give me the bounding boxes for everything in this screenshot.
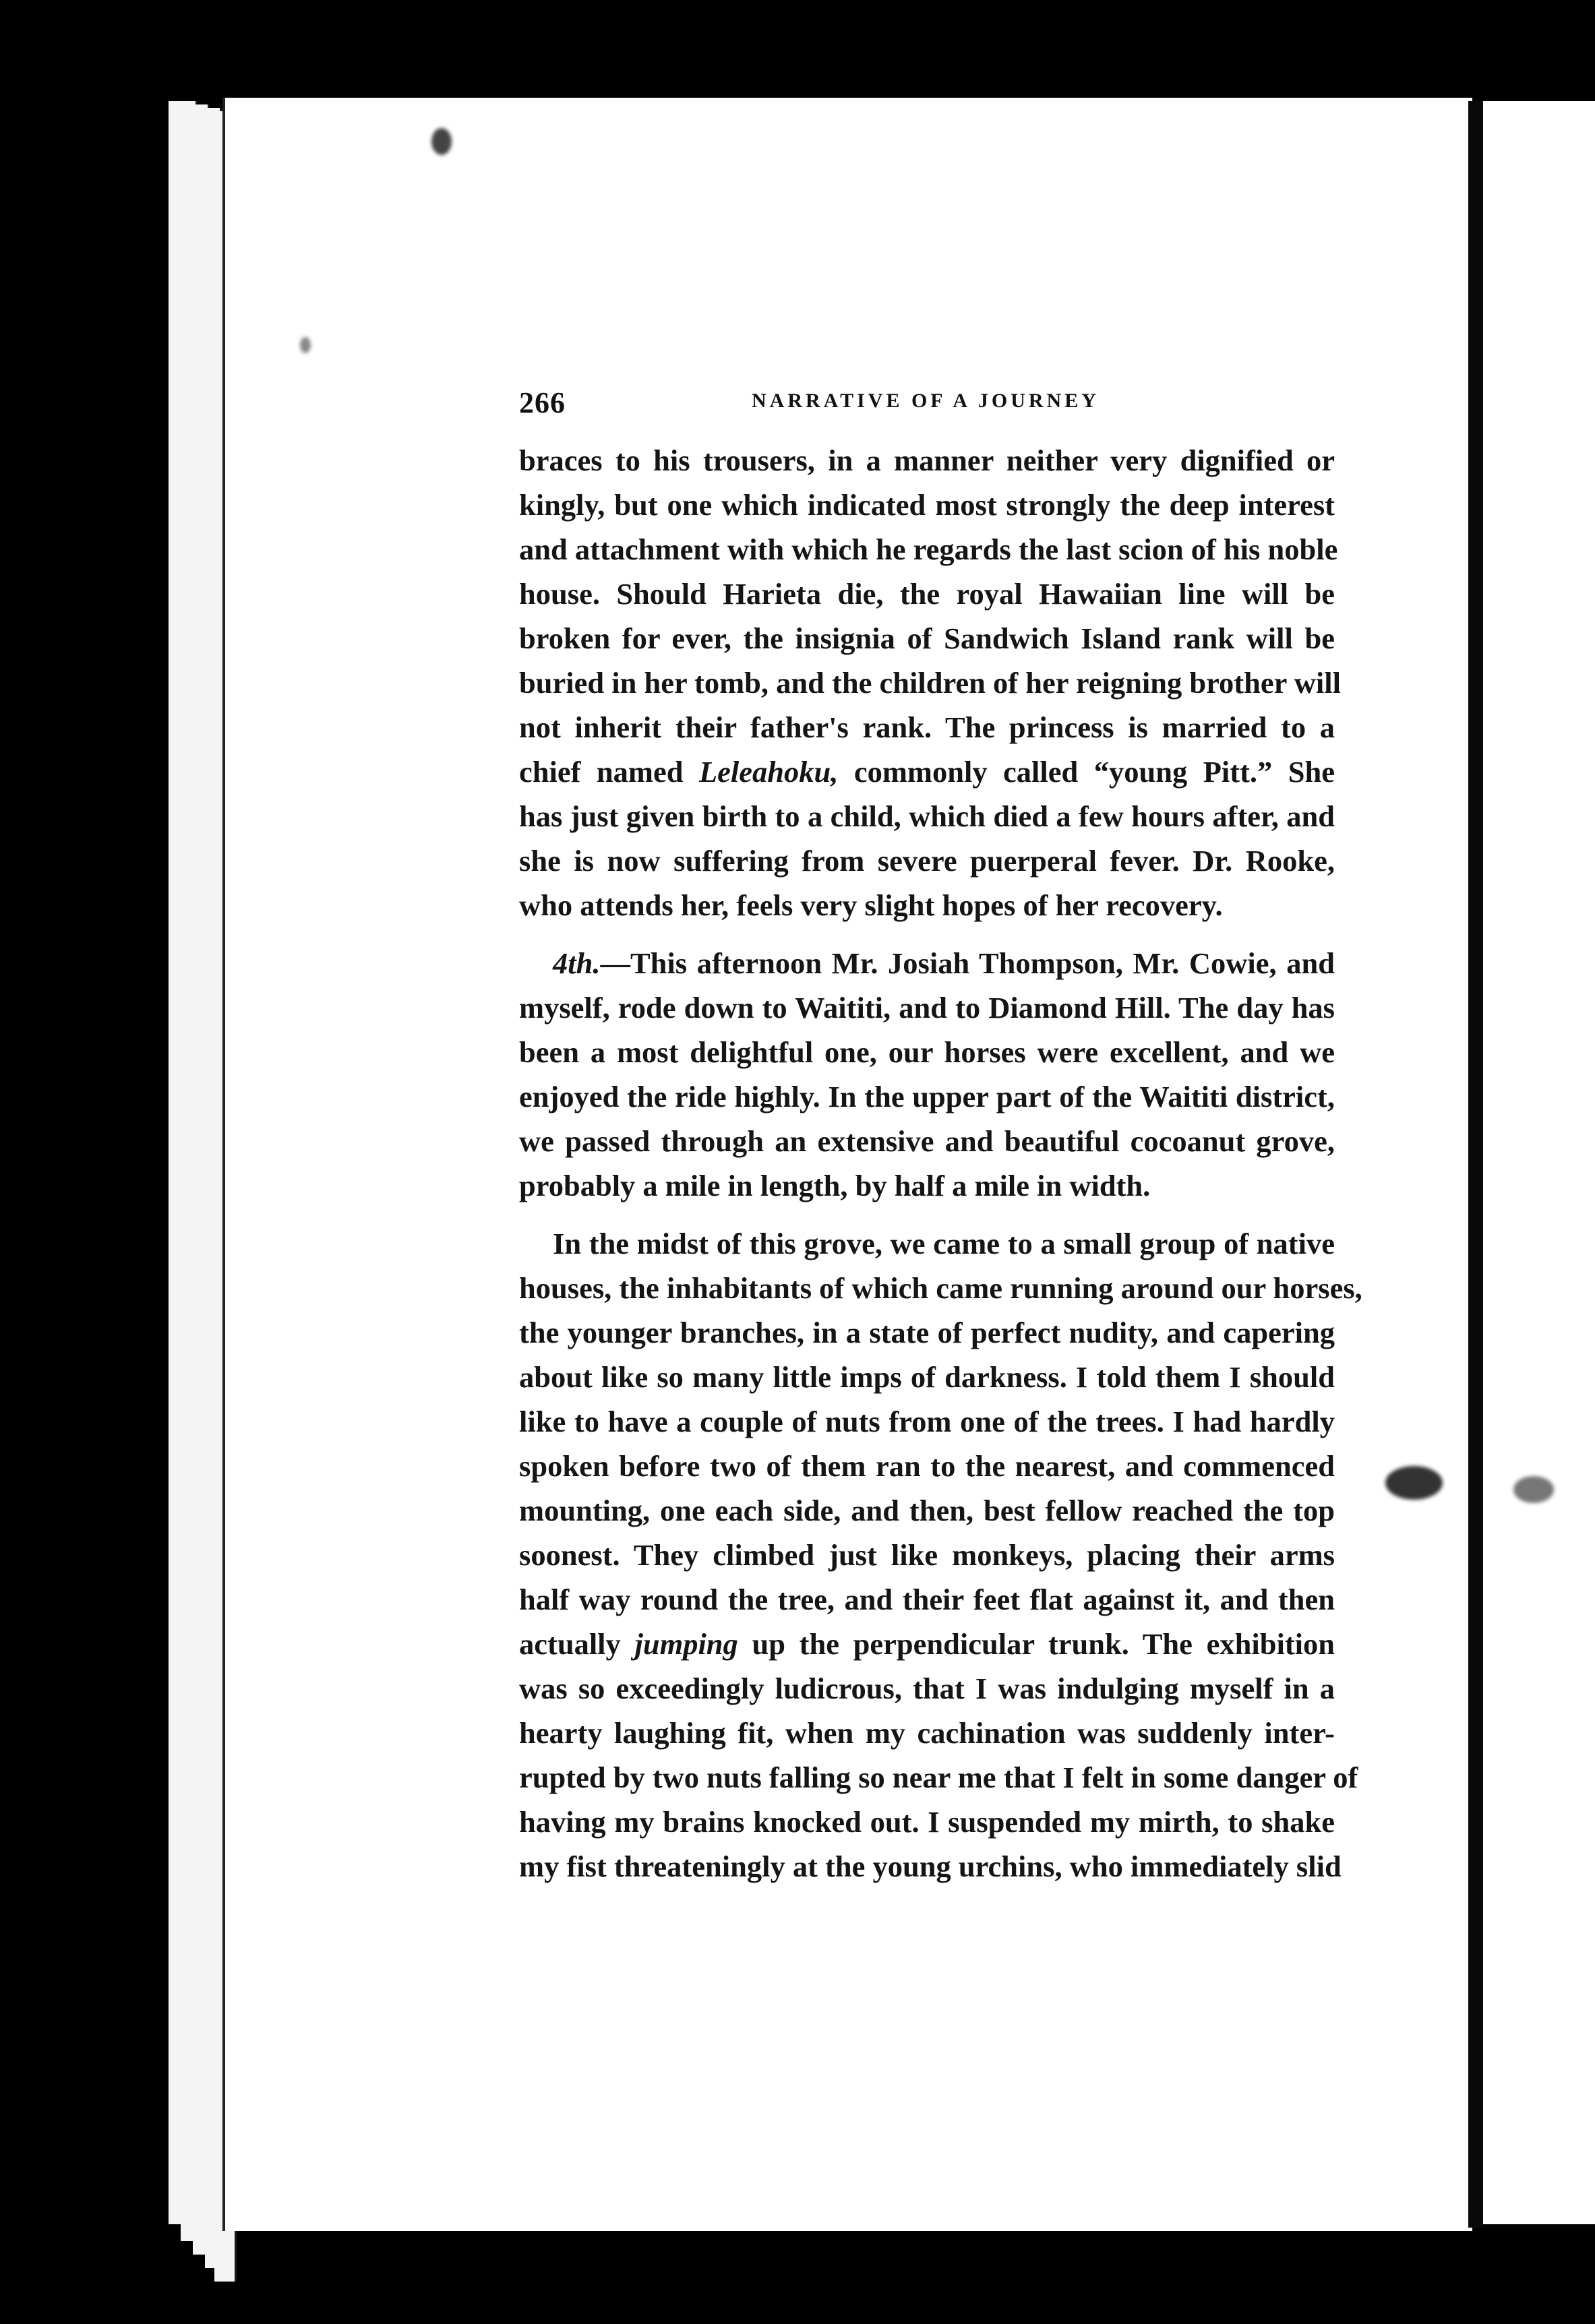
text-segment: up the perpendicular trunk. The exhibition <box>738 1627 1335 1661</box>
text-line: rupted by two nuts falling so near me that I felt in some danger of <box>519 1761 1358 1794</box>
text-line: spoken before two of them ran to the nearest, and commenced <box>519 1449 1335 1483</box>
text-segment: jumping <box>634 1627 738 1661</box>
text-line: hearty laughing fit, when my cachination was suddenly inter- <box>519 1716 1335 1750</box>
text-line: soonest. They climbed just like monkeys, placing their arms <box>519 1538 1335 1572</box>
text-segment: chief named <box>519 755 699 789</box>
text-line: the younger branches, in a state of perfect nudity, and capering <box>519 1316 1335 1349</box>
text-line: In the midst of this grove, we came to a small group of native <box>553 1227 1335 1260</box>
ink-blot <box>1513 1476 1554 1503</box>
text-segment: —This afternoon Mr. Josiah Thompson, Mr. Cowie, and <box>600 946 1335 980</box>
text-line: probably a mile in length, by half a mile in width. <box>519 1169 1151 1202</box>
text-line: braces to his trousers, in a manner neither very dignified or <box>519 444 1335 477</box>
text-segment: commonly called “young Pitt.” She <box>838 755 1335 789</box>
page-header <box>519 386 1335 419</box>
text-line: who attends her, feels very slight hopes of her recovery. <box>519 888 1223 922</box>
text-line: was so exceedingly ludicrous, that I was indulging myself in a <box>519 1672 1335 1705</box>
text-line: kingly, but one which indicated most strongly the deep interest <box>519 488 1335 522</box>
text-line: having my brains knocked out. I suspended my mirth, to shake <box>519 1805 1335 1839</box>
text-segment: 4th. <box>553 946 601 980</box>
ink-blot <box>1385 1466 1443 1500</box>
text-line <box>519 750 1335 794</box>
text-line <box>519 1622 1335 1666</box>
text-line: she is now suffering from severe puerperal fever. Dr. Rooke, <box>519 844 1335 878</box>
text-line: has just given birth to a child, which died a few hours after, and <box>519 799 1335 833</box>
text-line: myself, rode down to Waititi, and to Diamond Hill. The day has <box>519 991 1335 1025</box>
text-line: enjoyed the ride highly. In the upper part of the Waititi district, <box>519 1080 1335 1113</box>
paragraph <box>519 941 1335 1208</box>
ink-blot <box>431 128 452 155</box>
text-line: and attachment with which he regards the last scion of his noble <box>519 532 1338 566</box>
facing-page-strip <box>1483 101 1595 2224</box>
text-line: broken for ever, the insignia of Sandwich Island rank will be <box>519 621 1335 655</box>
text-line: about like so many little imps of darkness. I told them I should <box>519 1360 1335 1394</box>
text-segment: Leleahoku, <box>698 755 839 789</box>
text-segment: actually <box>519 1627 635 1661</box>
text-line: house. Should Harieta die, the royal Hawaiian line will be <box>519 577 1335 611</box>
ink-blot <box>300 337 311 353</box>
body-text <box>519 438 1362 1889</box>
running-head: NARRATIVE OF A JOURNEY <box>752 390 1100 412</box>
text-line: mounting, one each side, and then, best fellow reached the top <box>519 1494 1335 1527</box>
page-gutter <box>1468 101 1483 2228</box>
page-number: 266 <box>519 386 566 419</box>
text-line: half way round the tree, and their feet flat against it, and then <box>519 1583 1335 1616</box>
text-line: my fist threateningly at the young urchins, who immediately slid <box>519 1849 1342 1883</box>
text-line: houses, the inhabitants of which came running around our horses, <box>519 1271 1362 1305</box>
text-line <box>519 941 1335 985</box>
paragraph <box>519 1221 1362 1889</box>
paragraph <box>519 438 1341 927</box>
text-line: not inherit their father's rank. The princess is married to a <box>519 710 1335 744</box>
text-line: buried in her tomb, and the children of her reigning brother will <box>519 666 1341 700</box>
text-line: like to have a couple of nuts from one of the trees. I had hardly <box>519 1405 1335 1438</box>
text-line: we passed through an extensive and beautiful cocoanut grove, <box>519 1124 1335 1158</box>
text-line: been a most delightful one, our horses were excellent, and we <box>519 1035 1335 1069</box>
